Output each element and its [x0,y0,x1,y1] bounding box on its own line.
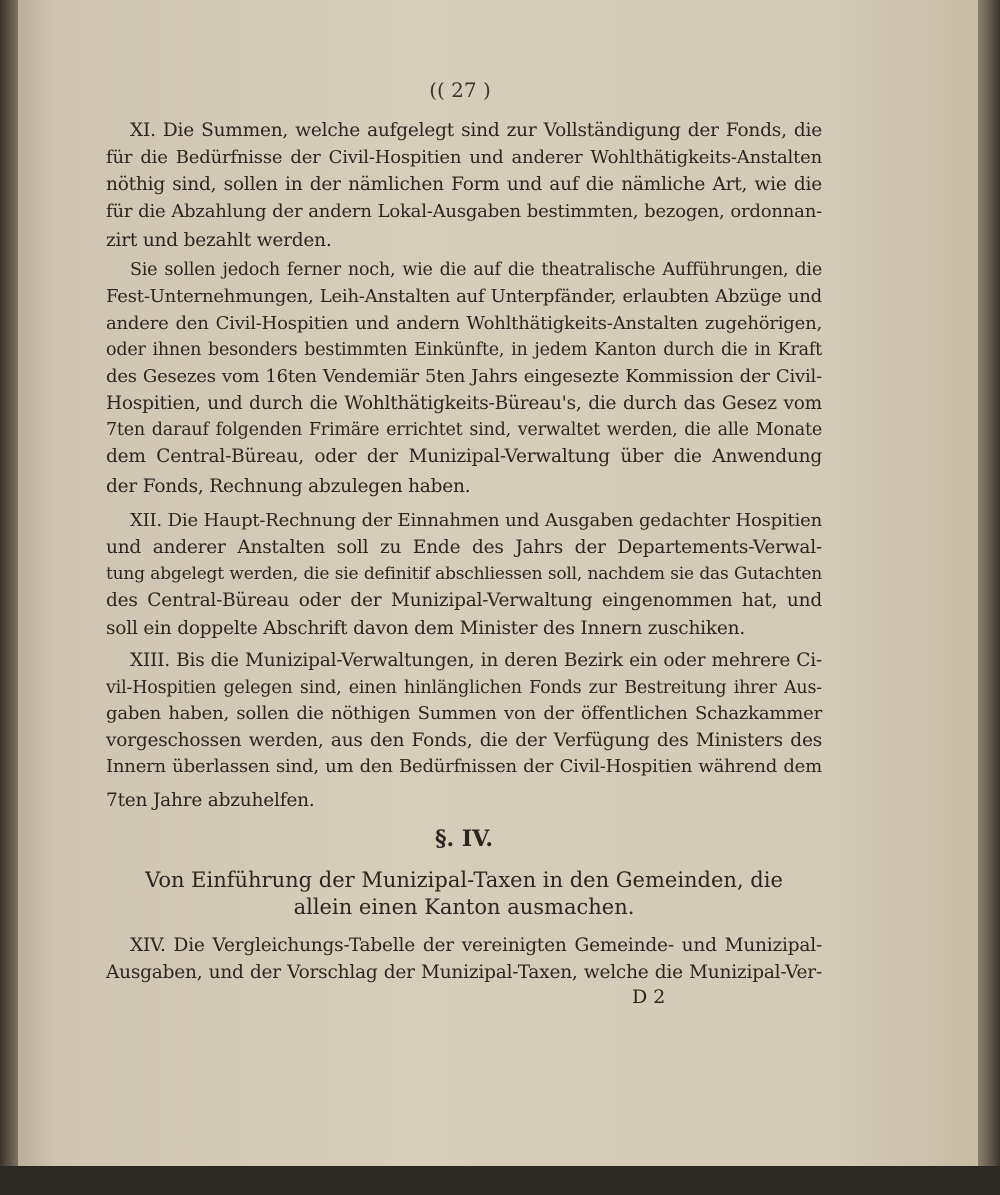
text-line: der Fonds, Rechnung abzulegen haben. [106,476,471,497]
text-line: Fest-Unternehmungen, Leih-Anstalten auf Unterpfänder, erlaubten Abzüge und [106,286,822,307]
text-line: Ausgaben, und der Vorschlag der Munizipal-Taxen, welche die Munizipal-Ver- [106,962,822,983]
text-line: des Gesezes vom 16ten Vendemiär 5ten Jahrs eingesezte Kommission der Civil- [106,366,822,387]
scan-background [0,1166,1000,1195]
text-line: XIV. Die Vergleichungs-Tabelle der vereinigten Gemeinde- und Munizipal- [130,935,822,956]
text-line: 7ten Jahre abzuhelfen. [106,790,315,811]
signature-mark: D 2 [632,986,666,1008]
text-line: zirt und bezahlt werden. [106,230,332,251]
text-line: für die Bedürfnisse der Civil-Hospitien und anderer Wohlthätigkeits-Anstalten [106,147,822,168]
text-line: Hospitien, und durch die Wohlthätigkeits-Büreau's, die durch das Gesez vom [106,393,822,414]
page-fore-edge [978,0,1000,1195]
text-line: oder ihnen besonders bestimmten Einkünfte, in jedem Kanton durch die in Kraft [106,340,822,360]
section-number: §. IV. [435,826,493,852]
text-line: gaben haben, sollen die nöthigen Summen von der öffentlichen Schazkammer [106,703,822,724]
text-line: für die Abzahlung der andern Lokal-Ausgaben bestimmten, bezogen, ordonnan- [106,201,822,222]
text-line: vorgeschossen werden, aus den Fonds, die der Verfügung des Ministers des [106,730,822,751]
text-line: vil-Hospitien gelegen sind, einen hinlänglichen Fonds zur Bestreitung ihrer Aus- [106,678,822,698]
text-line: XII. Die Haupt-Rechnung der Einnahmen und Ausgaben gedachter Hospitien [130,510,822,531]
text-line: nöthig sind, sollen in der nämlichen Form und auf die nämliche Art, wie die [106,174,822,195]
book-gutter-edge [0,0,20,1195]
text-line: 7ten darauf folgenden Frimäre errichtet sind, verwaltet werden, die alle Monate [106,420,822,440]
text-line: Innern überlassen sind, um den Bedürfnissen der Civil-Hospitien während dem [106,756,822,777]
text-line: soll ein doppelte Abschrift davon dem Minister des Innern zuschiken. [106,618,746,639]
text-line: Sie sollen jedoch ferner noch, wie die auf die theatralische Aufführungen, die [130,260,822,280]
text-line: XI. Die Summen, welche aufgelegt sind zur Vollständigung der Fonds, die [130,120,822,141]
section-title-line: allein einen Kanton ausmachen. [293,895,635,919]
text-line: und anderer Anstalten soll zu Ende des Jahrs der Departements-Verwal- [106,537,822,558]
text-line: andere den Civil-Hospitien und andern Wohlthätigkeits-Anstalten zugehörigen, [106,313,822,334]
text-line: dem Central-Büreau, oder der Munizipal-Verwaltung über die Anwendung [106,446,822,467]
text-line: tung abgelegt werden, die sie definitif abschliessen soll, nachdem sie das Gutachten [106,564,822,584]
text-line: des Central-Büreau oder der Munizipal-Verwaltung eingenommen hat, und [106,590,822,611]
section-title-line: Von Einführung der Munizipal-Taxen in den Gemeinden, die [145,868,783,892]
text-line: XIII. Bis die Munizipal-Verwaltungen, in deren Bezirk ein oder mehrere Ci- [130,650,822,671]
page-number: (( 27 ) [429,78,491,102]
